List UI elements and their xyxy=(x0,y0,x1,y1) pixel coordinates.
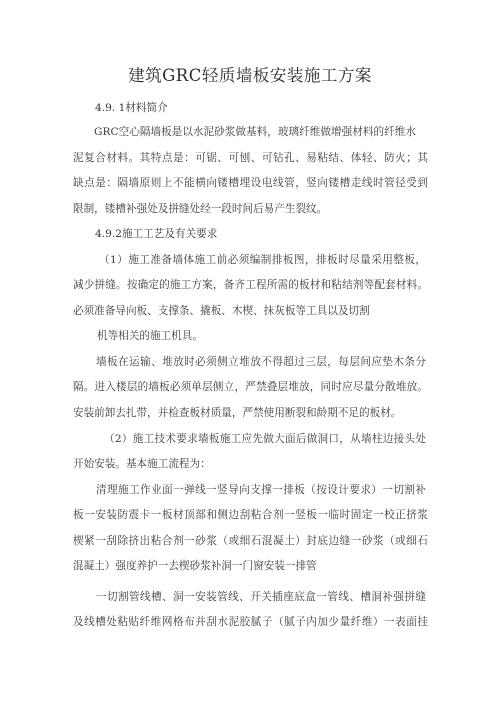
paragraph-line: 限制，镂槽补强处及拼缝处经一段时间后易产生裂纹。 xyxy=(73,203,328,215)
paragraph-line: （1）施工准备墙体施工前必须编制排板图，排板时尽量采用整板， xyxy=(99,254,426,266)
paragraph-line: 楔紧一刮除挤出粘合剂一砂浆（或细石混凝土）封底边缝一砂浆（或细石 xyxy=(73,535,428,547)
paragraph-line: 清理施工作业面一弹线一竖导向支撑一排板（按设计要求）一切割补 xyxy=(96,484,426,496)
section-heading-4-9-2: 4.9.2施工工艺及有关要求 xyxy=(95,228,218,240)
paragraph-line: 泥复合材料。其特点是：可锯、可刨、可钻孔、易粘结、体轻、防火；其 xyxy=(73,152,428,164)
paragraph-line: 隔。进入楼层的墙板必须单层侧立，严禁叠层堆放，同时应尽量分散堆放。 xyxy=(73,381,428,393)
paragraph-line: 板一安装防震卡一板材顶部和侧边刮粘合剂一竖板一临时固定一校正挤浆 xyxy=(73,509,428,521)
paragraph-line: 墙板在运输、堆放时必须侧立堆放不得超过三层，每层间应垫木条分 xyxy=(96,356,426,368)
paragraph-line: GRC空心隔墙板是以水泥砂浆做基料，玻璃纤维做增强材料的纤维水 xyxy=(94,126,416,138)
paragraph-line: 减少拼缝。按确定的施工方案，备齐工程所需的板材和粘结剂等配套材料。 xyxy=(73,279,428,291)
paragraph-line: 机等相关的施工机具。 xyxy=(97,330,203,342)
paragraph-line: 一切割管线槽、洞一安装管线、开关插座底盒一管线、槽洞补强拼缝 xyxy=(96,591,426,603)
document-title: 建筑GRC轻质墙板安装施工方案 xyxy=(128,66,372,85)
paragraph-line: 缺点是：隔墙原则上不能横向镂槽埋设电线管，竖向镂槽走线时管径受到 xyxy=(73,177,428,189)
paragraph-line: 及线槽处粘贴纤维网格布并刮水泥胶腻子（腻子内加少量纤维）一表面挂 xyxy=(73,616,428,628)
paragraph-line: 必须准备导向板、支撑条、撬板、木楔、抹灰板等工具以及切割 xyxy=(73,305,370,317)
paragraph-line: 混凝土）强度养护一去楔砂浆补洞一门窗安装一排管 xyxy=(73,560,317,572)
paragraph-line: 安装前卸去扎带，并检查板材质量，严禁使用断裂和龄期不足的板材。 xyxy=(73,407,402,419)
section-heading-4-9-1: 4.9. 1材料简介 xyxy=(95,102,168,114)
paragraph-line: （2）施工技术要求墙板施工应先做大面后做洞口，从墙柱边接头处 xyxy=(104,433,426,445)
paragraph-line: 开始安装。基本施工流程为： xyxy=(73,458,211,470)
